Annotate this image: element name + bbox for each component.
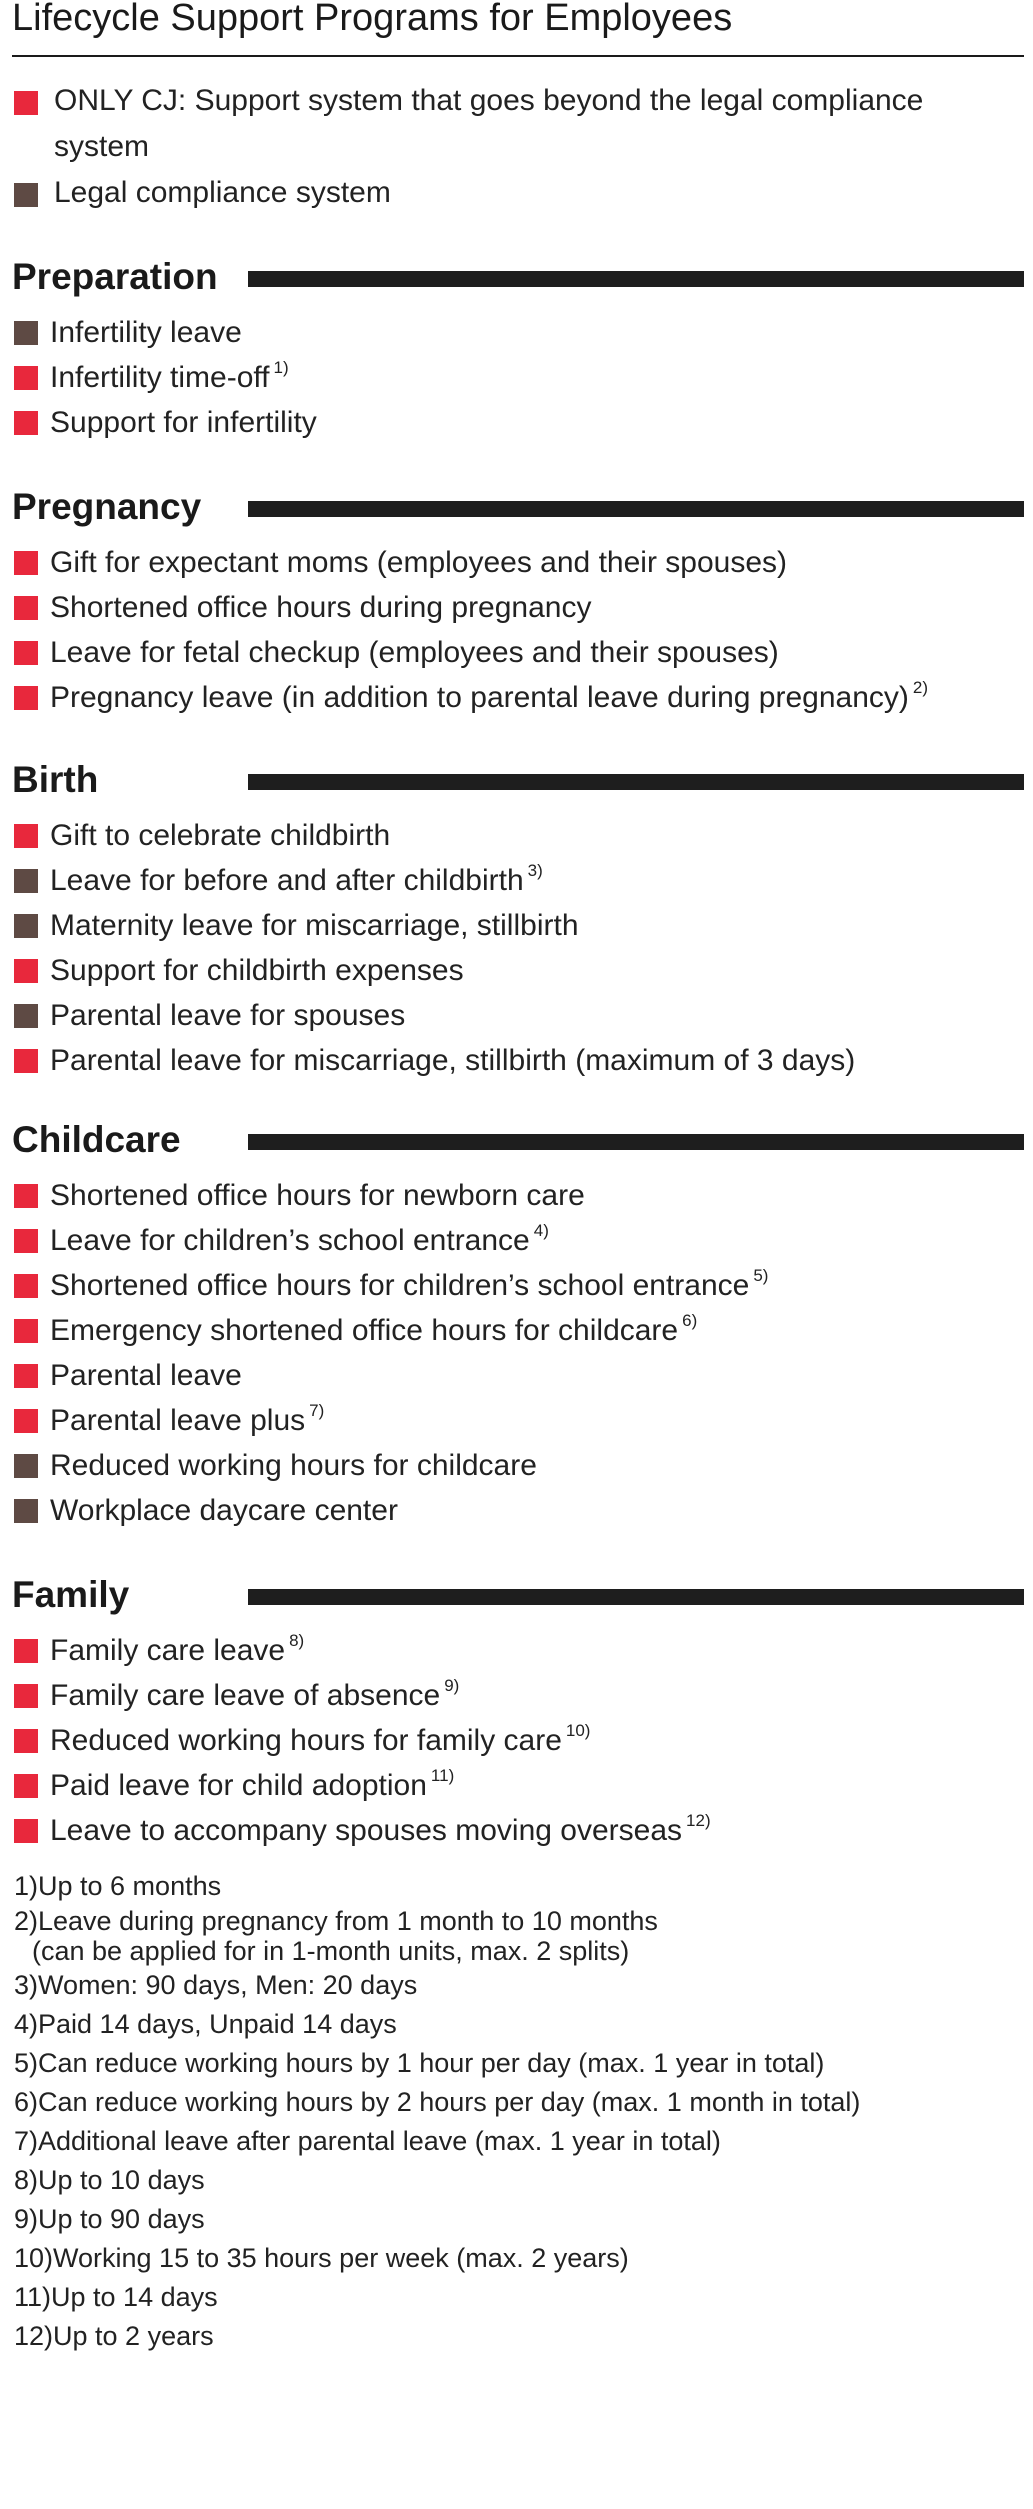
list-item [12, 1173, 1024, 1218]
footnote: 11)Up to 14 days [14, 2282, 218, 2312]
list-item [12, 310, 1024, 355]
list-item [12, 1263, 1024, 1308]
red-square-icon [14, 641, 38, 665]
list-item [12, 400, 1024, 445]
title-divider [12, 55, 1024, 57]
item-label: Emergency shortened office hours for childcare [50, 1314, 679, 1347]
section-divider-bar [248, 271, 1024, 287]
item-label: Leave for children’s school entrance [50, 1224, 530, 1257]
list-item [12, 1038, 1024, 1083]
footnote-ref: 11) [430, 1766, 455, 1785]
list-item [12, 858, 1024, 903]
footnote: 10)Working 15 to 35 hours per week (max. 2 years) [14, 2243, 629, 2273]
list-item [12, 1443, 1024, 1488]
red-square-icon [14, 1819, 38, 1843]
red-square-icon [14, 551, 38, 575]
red-square-icon [14, 411, 38, 435]
item-label: Parental leave [50, 1359, 242, 1392]
section-divider-bar [248, 774, 1024, 790]
footnote-ref: 4) [533, 1221, 549, 1240]
red-square-icon [14, 1319, 38, 1343]
list-item [12, 1718, 1024, 1763]
red-square-icon [14, 1409, 38, 1433]
section-divider-bar [248, 1134, 1024, 1150]
section-header [12, 252, 1024, 302]
section-divider-bar [248, 1589, 1024, 1605]
brown-square-icon [14, 914, 38, 938]
list-item [12, 813, 1024, 858]
footnote: 6)Can reduce working hours by 2 hours per day (max. 1 month in total) [14, 2087, 861, 2117]
item-label: Gift for expectant moms (employees and their spouses) [50, 546, 787, 579]
red-square-icon [14, 1774, 38, 1798]
item-label: Pregnancy leave (in addition to parental leave during pregnancy) [50, 681, 909, 714]
footnote-ref: 7) [309, 1401, 325, 1420]
item-label: Support for childbirth expenses [50, 954, 464, 987]
footnote: 4)Paid 14 days, Unpaid 14 days [14, 2009, 397, 2039]
item-label: Parental leave plus [50, 1404, 306, 1437]
list-item [12, 1353, 1024, 1398]
footnote-ref: 9) [444, 1676, 460, 1695]
item-list [12, 1173, 1024, 1533]
footnote: 12)Up to 2 years [14, 2321, 214, 2351]
section-header [12, 1115, 1024, 1165]
footnote: 1)Up to 6 months [14, 1871, 222, 1901]
footnote-ref: 2) [912, 678, 929, 697]
footnote: 8)Up to 10 days [14, 2165, 205, 2195]
red-square-icon [14, 1729, 38, 1753]
footnote: 2)Leave during pregnancy from 1 month to 10 months [14, 1906, 658, 1936]
section-pregnancy [12, 482, 1024, 720]
section-family [12, 1570, 1024, 1853]
brown-square-icon [14, 1454, 38, 1478]
section-title: Childcare [12, 1119, 181, 1160]
list-item [12, 540, 1024, 585]
section-title: Preparation [12, 256, 218, 297]
red-square-icon [14, 1184, 38, 1208]
item-label: Parental leave for miscarriage, stillbirth (maximum of 3 days) [50, 1044, 856, 1077]
item-list [12, 813, 1024, 1083]
section-title: Family [12, 1574, 130, 1615]
item-list [12, 1628, 1024, 1853]
section-header [12, 482, 1024, 532]
red-square-icon [14, 366, 38, 390]
item-label: Paid leave for child adoption [50, 1769, 427, 1802]
item-label: Leave for before and after childbirth [50, 864, 524, 897]
footnote-ref: 12) [686, 1811, 711, 1830]
footnotes [14, 1867, 1014, 2356]
item-label: Family care leave [50, 1634, 286, 1667]
footnote-ref: 8) [289, 1631, 305, 1650]
list-item [12, 585, 1024, 630]
item-label: Infertility time-off [50, 361, 270, 394]
item-label: Support for infertility [50, 406, 317, 439]
item-label: Parental leave for spouses [50, 999, 406, 1032]
red-square-icon [14, 1684, 38, 1708]
footnote: 5)Can reduce working hours by 1 hour per day (max. 1 year in total) [14, 2048, 825, 2078]
list-item [12, 993, 1024, 1038]
list-item [12, 630, 1024, 675]
red-square-icon [14, 959, 38, 983]
list-item [12, 903, 1024, 948]
footnote-ref: 1) [273, 358, 289, 377]
item-label: Shortened office hours for children’s school entrance [50, 1269, 750, 1302]
section-title: Birth [12, 759, 99, 800]
legend-item-legal [14, 170, 1014, 216]
item-label: Infertility leave [50, 316, 242, 349]
section-preparation [12, 252, 1024, 445]
legend-item-only-cj [14, 78, 1014, 170]
item-label: Reduced working hours for family care [50, 1724, 562, 1757]
red-square-icon [14, 824, 38, 848]
list-item [12, 1308, 1024, 1353]
red-square-icon [14, 1049, 38, 1073]
brown-square-icon [14, 183, 38, 207]
red-square-icon [14, 596, 38, 620]
red-square-icon [14, 1274, 38, 1298]
red-square-icon [14, 1364, 38, 1388]
red-square-icon [14, 1229, 38, 1253]
item-label: Family care leave of absence [50, 1679, 441, 1712]
brown-square-icon [14, 1004, 38, 1028]
item-label: Leave for fetal checkup (employees and their spouses) [50, 636, 779, 669]
footnote: 9)Up to 90 days [14, 2204, 205, 2234]
list-item [12, 1398, 1024, 1443]
item-label: Leave to accompany spouses moving overseas [50, 1814, 683, 1847]
item-label: Reduced working hours for childcare [50, 1449, 537, 1482]
list-item [12, 1218, 1024, 1263]
list-item [12, 1763, 1024, 1808]
list-item [12, 1673, 1024, 1718]
list-item [12, 948, 1024, 993]
section-childcare [12, 1115, 1024, 1533]
footnote-continuation: (can be applied for in 1-month units, max. 2 splits) [32, 1936, 630, 1966]
item-list [12, 310, 1024, 445]
footnote: 3)Women: 90 days, Men: 20 days [14, 1970, 418, 2000]
section-header [12, 755, 1024, 805]
brown-square-icon [14, 321, 38, 345]
red-square-icon [14, 91, 38, 115]
legend [14, 78, 1014, 216]
list-item [12, 675, 1024, 720]
item-label: Gift to celebrate childbirth [50, 819, 391, 852]
item-label: Shortened office hours for newborn care [50, 1179, 585, 1212]
section-header [12, 1570, 1024, 1620]
brown-square-icon [14, 1499, 38, 1523]
legend-label: Legal compliance system [54, 176, 391, 209]
section-birth [12, 755, 1024, 1083]
brown-square-icon [14, 869, 38, 893]
footnote-ref: 10) [565, 1721, 591, 1740]
page-title: Lifecycle Support Programs for Employees [12, 0, 733, 39]
legend-label: ONLY CJ: Support system that goes beyond the legal compliance system [54, 84, 924, 163]
footnote-ref: 3) [527, 861, 543, 880]
section-title: Pregnancy [12, 486, 202, 527]
item-label: Shortened office hours during pregnancy [50, 591, 592, 624]
list-item [12, 1808, 1024, 1853]
item-label: Maternity leave for miscarriage, stillbirth [50, 909, 579, 942]
list-item [12, 1628, 1024, 1673]
footnote-ref: 5) [753, 1266, 769, 1285]
red-square-icon [14, 1639, 38, 1663]
red-square-icon [14, 686, 38, 710]
item-list [12, 540, 1024, 720]
list-item [12, 355, 1024, 400]
section-divider-bar [248, 501, 1024, 517]
item-label: Workplace daycare center [50, 1494, 398, 1527]
footnote-ref: 6) [682, 1311, 698, 1330]
footnote: 7)Additional leave after parental leave (max. 1 year in total) [14, 2126, 721, 2156]
list-item [12, 1488, 1024, 1533]
